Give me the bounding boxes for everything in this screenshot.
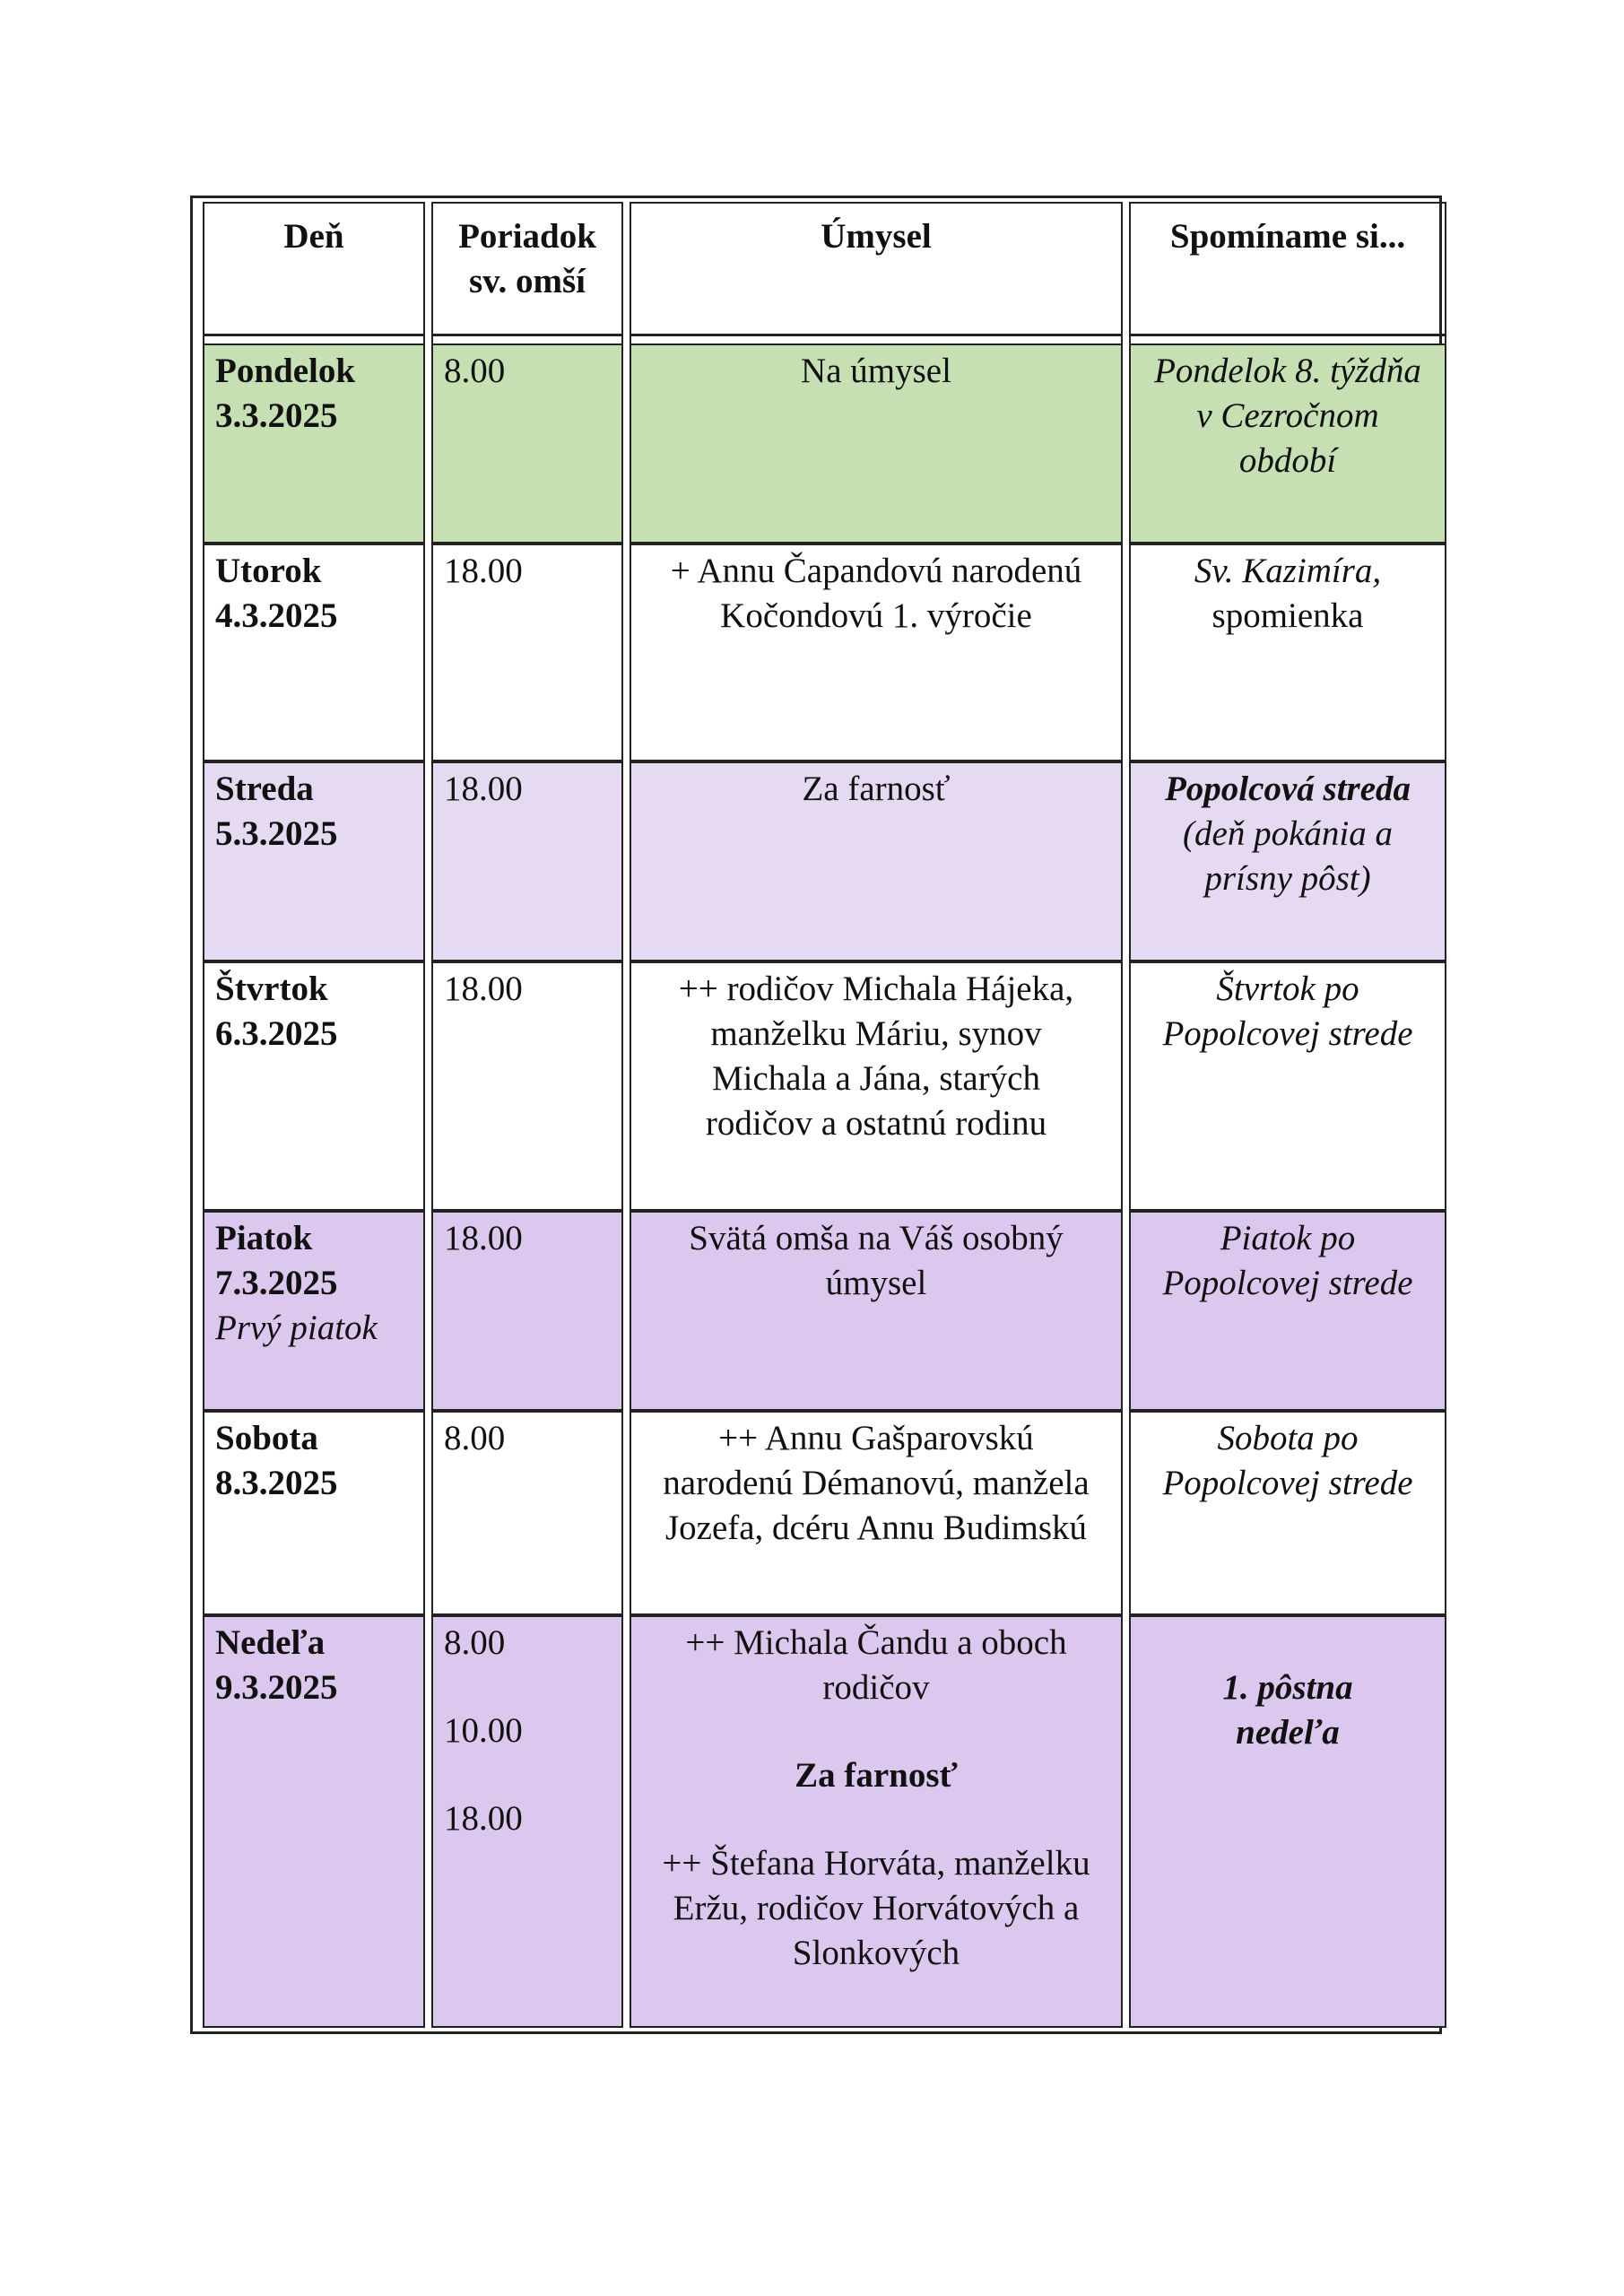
- intention-line: rodičov: [822, 1668, 930, 1707]
- day-cell: [203, 1411, 425, 1615]
- time-cell: 8.00: [431, 344, 623, 544]
- header-day: Deň: [203, 202, 425, 336]
- table-row: [203, 761, 1446, 961]
- day-name: Piatok: [215, 1219, 313, 1257]
- day-date: 8.3.2025: [215, 1464, 338, 1502]
- day-name: Pondelok: [215, 352, 356, 390]
- intention-line: ++ Annu Gašparovskú: [718, 1419, 1034, 1457]
- intention-line: Eržu, rodičov Horvátových a: [673, 1889, 1080, 1927]
- time-cell: [431, 1615, 623, 2028]
- day-name: Utorok: [215, 552, 322, 590]
- day-date: 3.3.2025: [215, 396, 338, 435]
- header-order-line1: Poriadok: [458, 217, 596, 256]
- memory-cell: [1129, 544, 1446, 761]
- memory-line: Popolcovej strede: [1162, 1264, 1413, 1302]
- memory-cell: [1129, 1615, 1446, 2028]
- memory-line: Piatok po: [1220, 1219, 1356, 1257]
- table-row: [203, 961, 1446, 1211]
- day-date: 4.3.2025: [215, 596, 338, 635]
- intention-cell: [630, 961, 1123, 1211]
- intention-line: ++ Michala Čandu a oboch: [685, 1623, 1067, 1662]
- intention-line: úmysel: [825, 1264, 927, 1302]
- day-date: 5.3.2025: [215, 814, 338, 853]
- memory-cell: [1129, 344, 1446, 544]
- time-cell: 18.00: [431, 961, 623, 1211]
- memory-line: Sv. Kazimíra,: [1194, 552, 1382, 590]
- table-row: [203, 344, 1446, 544]
- time-cell: 18.00: [431, 1211, 623, 1411]
- day-note: Prvý piatok: [215, 1309, 378, 1347]
- intention-line: Slonkových: [792, 1934, 960, 1972]
- time-cell: 18.00: [431, 761, 623, 961]
- memory-line: v Cezročnom: [1196, 396, 1379, 435]
- memory-line: nedeľa: [1236, 1713, 1340, 1752]
- time-slot: 18.00: [444, 1799, 523, 1838]
- table-row: [203, 1615, 1446, 2028]
- mass-schedule-table: [196, 202, 1453, 2028]
- memory-line: 1. pôstna: [1222, 1668, 1353, 1707]
- time-cell: 18.00: [431, 544, 623, 761]
- day-name: Štvrtok: [215, 970, 328, 1008]
- intention-cell: [630, 1211, 1123, 1411]
- intention-cell: Na úmysel: [630, 344, 1123, 544]
- day-cell: [203, 1211, 425, 1411]
- memory-cell: [1129, 1411, 1446, 1615]
- day-date: 7.3.2025: [215, 1264, 338, 1302]
- header-memory: Spomíname si...: [1129, 202, 1446, 336]
- day-date: 6.3.2025: [215, 1014, 338, 1053]
- day-name: Nedeľa: [215, 1623, 326, 1662]
- table-row: [203, 1411, 1446, 1615]
- header-order: [431, 202, 623, 336]
- day-cell: [203, 544, 425, 761]
- time-cell: 8.00: [431, 1411, 623, 1615]
- memory-title: Popolcová streda: [1164, 770, 1411, 808]
- time-slot: 10.00: [444, 1711, 523, 1750]
- intention-cell: [630, 1411, 1123, 1615]
- day-date: 9.3.2025: [215, 1668, 338, 1707]
- header-intention: Úmysel: [630, 202, 1123, 336]
- intention-line: + Annu Čapandovú narodenú: [670, 552, 1082, 590]
- intention-cell: Za farnosť: [630, 761, 1123, 961]
- intention-line: manželku Máriu, synov: [710, 1014, 1042, 1053]
- intention-line: rodičov a ostatnú rodinu: [705, 1104, 1047, 1143]
- memory-line: spomienka: [1211, 596, 1364, 635]
- memory-line: Pondelok 8. týždňa: [1154, 352, 1421, 390]
- memory-line: Sobota po: [1217, 1419, 1359, 1457]
- day-name: Streda: [215, 770, 314, 808]
- intention-line: narodenú Démanovú, manžela: [663, 1464, 1090, 1502]
- day-cell: [203, 1615, 425, 2028]
- table-row: [203, 1211, 1446, 1411]
- memory-line: Popolcovej strede: [1162, 1014, 1413, 1053]
- memory-line: (deň pokánia a: [1183, 814, 1393, 853]
- intention-line: Jozefa, dcéru Annu Budimskú: [664, 1509, 1088, 1547]
- intention-line: Za farnosť: [795, 1756, 958, 1795]
- memory-cell: [1129, 761, 1446, 961]
- day-cell: [203, 961, 425, 1211]
- intention-cell: [630, 544, 1123, 761]
- memory-line: Popolcovej strede: [1162, 1464, 1413, 1502]
- day-name: Sobota: [215, 1419, 318, 1457]
- table-header-row: [203, 202, 1446, 336]
- table-row: [203, 544, 1446, 761]
- day-cell: [203, 761, 425, 961]
- memory-line: Štvrtok po: [1216, 970, 1359, 1008]
- memory-line: období: [1238, 441, 1337, 480]
- memory-cell: [1129, 961, 1446, 1211]
- intention-line: Kočondovú 1. výročie: [720, 596, 1032, 635]
- intention-line: ++ rodičov Michala Hájeka,: [678, 970, 1074, 1008]
- memory-line: prísny pôst): [1204, 859, 1371, 898]
- intention-cell: [630, 1615, 1123, 2028]
- intention-line: Michala a Jána, starých: [711, 1059, 1040, 1098]
- intention-line: Svätá omša na Váš osobný: [689, 1219, 1064, 1257]
- intention-line: ++ Štefana Horváta, manželku: [662, 1844, 1090, 1883]
- time-slot: 8.00: [444, 1623, 506, 1662]
- day-cell: [203, 344, 425, 544]
- schedule-table-frame: [190, 196, 1442, 2034]
- memory-cell: [1129, 1211, 1446, 1411]
- header-order-line2: sv. omší: [468, 262, 586, 300]
